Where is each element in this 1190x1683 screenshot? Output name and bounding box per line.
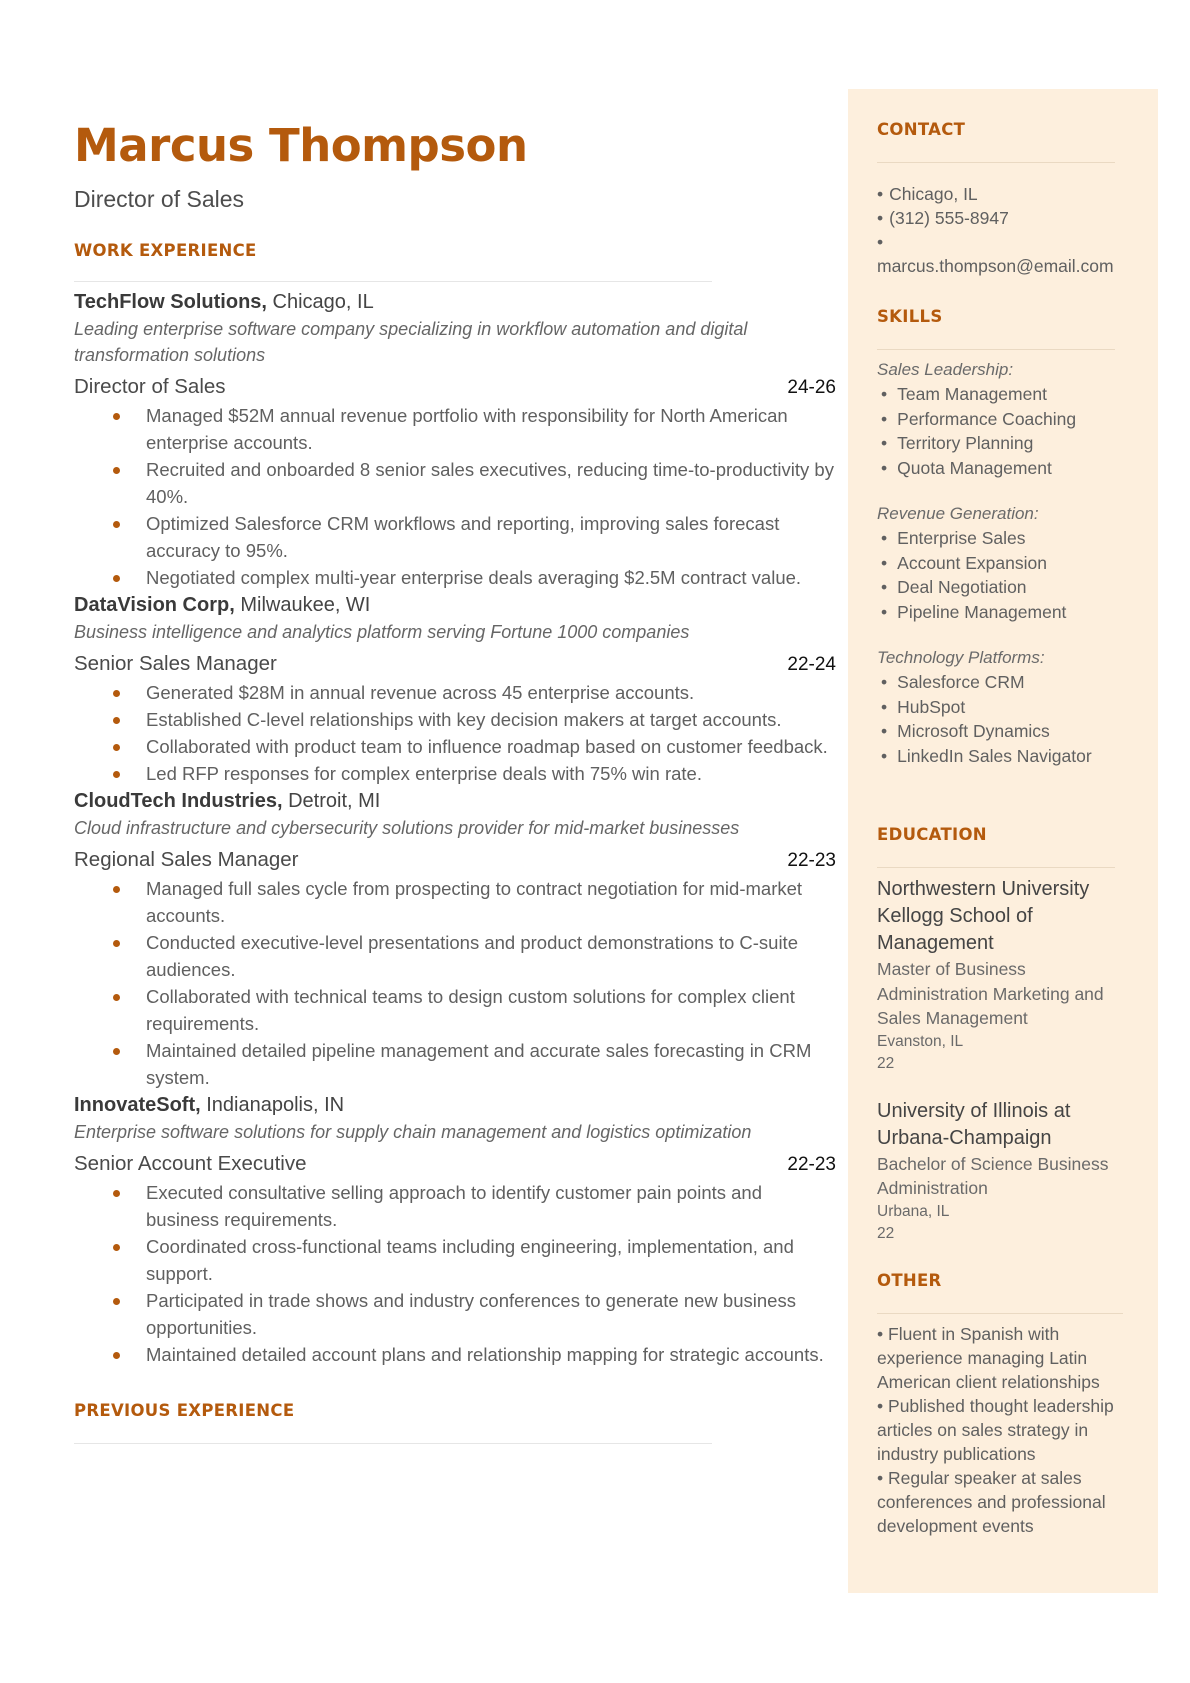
job-dates: 22-24 (787, 654, 836, 675)
skill-item: • Enterprise Sales (881, 528, 1026, 548)
candidate-name: Marcus Thompson (74, 119, 528, 172)
job-role: Senior Account Executive (74, 1152, 307, 1175)
company-location: Indianapolis, IN (200, 1094, 345, 1116)
bullet-item: Maintained detailed pipeline management and accurate sales forecasting in CRM system. (74, 1037, 836, 1091)
skill-list (877, 526, 1129, 624)
bullet-icon: • (881, 457, 888, 478)
skill-item: • Account Expansion (881, 552, 1047, 573)
bullet-icon: • (881, 577, 888, 597)
skill-group-title: Technology Platforms: (877, 648, 1045, 667)
bullet-item: Collaborated with technical teams to design custom solutions for complex client requirements. (74, 983, 836, 1037)
role-row (74, 373, 836, 402)
other-item: • Fluent in Spanish with experience managing Latin American client relationships (877, 1323, 1100, 1392)
job-bullets (74, 1179, 836, 1368)
main-column (74, 118, 836, 1444)
company-description: Enterprise software solutions for supply chain management and logistics optimization (74, 1122, 752, 1142)
company-line (74, 1091, 836, 1119)
job-dates: 24-26 (787, 377, 836, 398)
company-location: Chicago, IL (266, 291, 374, 313)
bullet-icon: • (881, 408, 888, 429)
graduation-year: 22 (877, 1224, 895, 1242)
skill-item: • Quota Management (881, 457, 1052, 478)
bullet-icon: • (877, 1323, 884, 1344)
contact-email-bullet (877, 230, 1129, 254)
company-line (74, 591, 836, 619)
skill-item: • Territory Planning (881, 433, 1034, 453)
bullet-icon: • (877, 232, 884, 252)
job-bullets (74, 875, 836, 1091)
section-divider (877, 349, 1115, 350)
company-name: TechFlow Solutions, (74, 291, 267, 313)
skill-group (877, 358, 1129, 480)
section-divider (877, 867, 1115, 868)
role-row (74, 1150, 836, 1179)
bullet-item: Recruited and onboarded 8 senior sales executives, reducing time-to-productivity by 40%. (74, 456, 836, 510)
bullet-item: Managed full sales cycle from prospecting to contract negotiation for mid-market accounts. (74, 875, 836, 929)
work-experience-heading: WORK EXPERIENCE (74, 241, 257, 260)
role-row (74, 846, 836, 875)
bullet-icon: • (881, 528, 888, 548)
skill-group (877, 646, 1129, 768)
company-name: DataVision Corp, (74, 594, 235, 616)
education-entry (877, 876, 1129, 1075)
job-entry (74, 288, 836, 591)
bullet-icon: • (881, 384, 888, 404)
skills-heading: SKILLS (877, 307, 943, 326)
section-divider (877, 1313, 1123, 1314)
skill-item: • Deal Negotiation (881, 577, 1027, 597)
skill-item: • HubSpot (881, 696, 966, 717)
skill-group-title: Sales Leadership: (877, 360, 1014, 379)
contact-location: • Chicago, IL (877, 184, 978, 204)
bullet-item: Conducted executive-level presentations and product demonstrations to C-suite audiences. (74, 929, 836, 983)
other-list (877, 1322, 1129, 1538)
bullet-item: Executed consultative selling approach to identify customer pain points and business requirements. (74, 1179, 836, 1233)
job-dates: 22-23 (787, 850, 836, 871)
bullet-icon: • (877, 1467, 884, 1488)
graduation-year: 22 (877, 1054, 895, 1072)
job-entry (74, 787, 836, 1091)
bullet-icon: • (881, 433, 888, 453)
company-location: Detroit, MI (282, 790, 381, 812)
skill-item: • Pipeline Management (881, 601, 1067, 622)
company-line (74, 288, 836, 316)
education-heading: EDUCATION (877, 825, 987, 844)
bullet-item: Coordinated cross-functional teams including engineering, implementation, and support. (74, 1233, 836, 1287)
bullet-icon: • (877, 184, 884, 204)
skill-item: • Performance Coaching (881, 408, 1077, 429)
bullet-icon: • (877, 208, 884, 228)
school-name: University of Illinois at Urbana-Champaign (877, 1099, 1071, 1149)
job-role: Senior Sales Manager (74, 652, 277, 675)
company-name: InnovateSoft, (74, 1094, 201, 1116)
job-entry (74, 1091, 836, 1368)
bullet-item: Optimized Salesforce CRM workflows and reporting, improving sales forecast accuracy to 95%. (74, 510, 836, 564)
bullet-icon: • (881, 601, 888, 622)
previous-experience-heading: PREVIOUS EXPERIENCE (74, 1401, 295, 1420)
skill-item: • LinkedIn Sales Navigator (881, 745, 1092, 766)
bullet-icon: • (881, 552, 888, 573)
bullet-icon: • (881, 721, 888, 741)
bullet-icon: • (881, 745, 888, 766)
degree-name: Bachelor of Science Business Administration (877, 1153, 1109, 1198)
job-bullets (74, 402, 836, 591)
bullet-item: Generated $28M in annual revenue across 45 enterprise accounts. (74, 679, 836, 706)
school-location: Evanston, IL (877, 1032, 964, 1050)
skill-list (877, 382, 1129, 480)
degree-name: Master of Business Administration Marketing and Sales Management (877, 959, 1104, 1028)
company-line (74, 787, 836, 815)
bullet-icon: • (881, 672, 888, 692)
company-description: Business intelligence and analytics platform serving Fortune 1000 companies (74, 622, 690, 642)
skill-item: • Microsoft Dynamics (881, 721, 1050, 741)
section-divider (74, 281, 712, 282)
contact-list (877, 182, 1129, 278)
school-location: Urbana, IL (877, 1202, 950, 1220)
section-divider (74, 1443, 712, 1444)
section-divider (877, 162, 1115, 163)
job-bullets (74, 679, 836, 787)
bullet-item: Negotiated complex multi-year enterprise deals averaging $2.5M contract value. (74, 564, 836, 591)
other-item: • Regular speaker at sales conferences and professional development events (877, 1467, 1106, 1536)
bullet-item: Led RFP responses for complex enterprise deals with 75% win rate. (74, 760, 836, 787)
company-location: Milwaukee, WI (234, 594, 371, 616)
bullet-item: Collaborated with product team to influence roadmap based on customer feedback. (74, 733, 836, 760)
job-entry (74, 591, 836, 787)
skill-list (877, 670, 1129, 768)
bullet-item: Established C-level relationships with key decision makers at target accounts. (74, 706, 836, 733)
education-entry (877, 1098, 1129, 1245)
other-heading: OTHER (877, 1270, 942, 1290)
sidebar (848, 89, 1158, 1593)
company-description: Cloud infrastructure and cybersecurity solutions provider for mid-market businesses (74, 818, 740, 838)
skill-item: • Team Management (881, 384, 1047, 404)
bullet-icon: • (877, 1395, 884, 1416)
contact-phone: • (312) 555-8947 (877, 208, 1009, 228)
skill-group (877, 502, 1129, 624)
candidate-title: Director of Sales (74, 186, 245, 212)
bullet-item: Participated in trade shows and industry conferences to generate new business opportunities. (74, 1287, 836, 1341)
contact-email[interactable]: marcus.thompson@email.com (877, 256, 1114, 276)
bullet-item: Maintained detailed account plans and relationship mapping for strategic accounts. (74, 1341, 836, 1368)
skill-group-title: Revenue Generation: (877, 504, 1039, 523)
other-item: • Published thought leadership articles on sales strategy in industry publications (877, 1395, 1114, 1464)
company-name: CloudTech Industries, (74, 790, 283, 812)
company-description: Leading enterprise software company specializing in workflow automation and digital transformation solutions (74, 319, 748, 365)
job-dates: 22-23 (787, 1154, 836, 1175)
contact-heading: CONTACT (877, 120, 966, 139)
job-role: Regional Sales Manager (74, 848, 299, 871)
job-role: Director of Sales (74, 375, 226, 398)
school-name: Northwestern University Kellogg School of Management (877, 878, 1090, 954)
role-row (74, 650, 836, 679)
skill-item: • Salesforce CRM (881, 672, 1025, 692)
bullet-icon: • (881, 696, 888, 717)
bullet-item: Managed $52M annual revenue portfolio with responsibility for North American enterprise accounts. (74, 402, 836, 456)
